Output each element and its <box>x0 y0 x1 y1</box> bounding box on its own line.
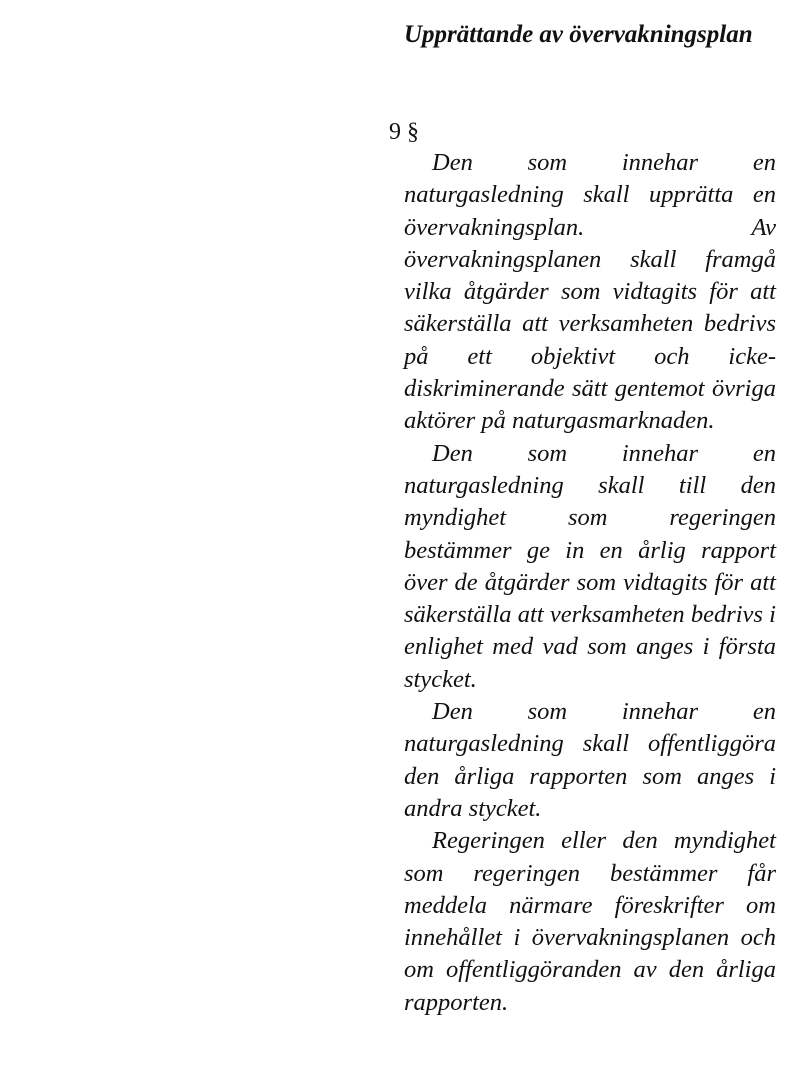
section-number: 9 § <box>389 119 419 145</box>
paragraph-1: Den som innehar en naturgasledning skall upprätta en övervakningsplan. Av övervakningsplanen skall framgå vilka åtgärder som vidtagits för att säkerställa att verksamheten bedrivs på ett objektivt och icke-diskriminerande sätt gentemot övriga aktörer på naturgasmarknaden. <box>404 149 776 435</box>
paragraph-2: Den som innehar en naturgasledning skall till den myndighet som regeringen bestämmer ge in en årlig rapport över de åtgärder som vidtagits för att säkerställa att verksamheten bedrivs i enlighet med vad som anges i första stycket. <box>404 439 776 693</box>
paragraph-4: Regeringen eller den myndighet som regeringen bestämmer får meddela närmare föreskrifter om innehållet i övervakningsplanen och om offentliggöranden av den årliga rapporten. <box>404 827 776 1016</box>
paragraph-3: Den som innehar en naturgasledning skall offentliggöra den årliga rapporten som anges i andra stycket. <box>404 698 776 822</box>
section-heading: Upprättande av övervakningsplan <box>404 21 753 48</box>
section-body <box>404 147 776 1019</box>
